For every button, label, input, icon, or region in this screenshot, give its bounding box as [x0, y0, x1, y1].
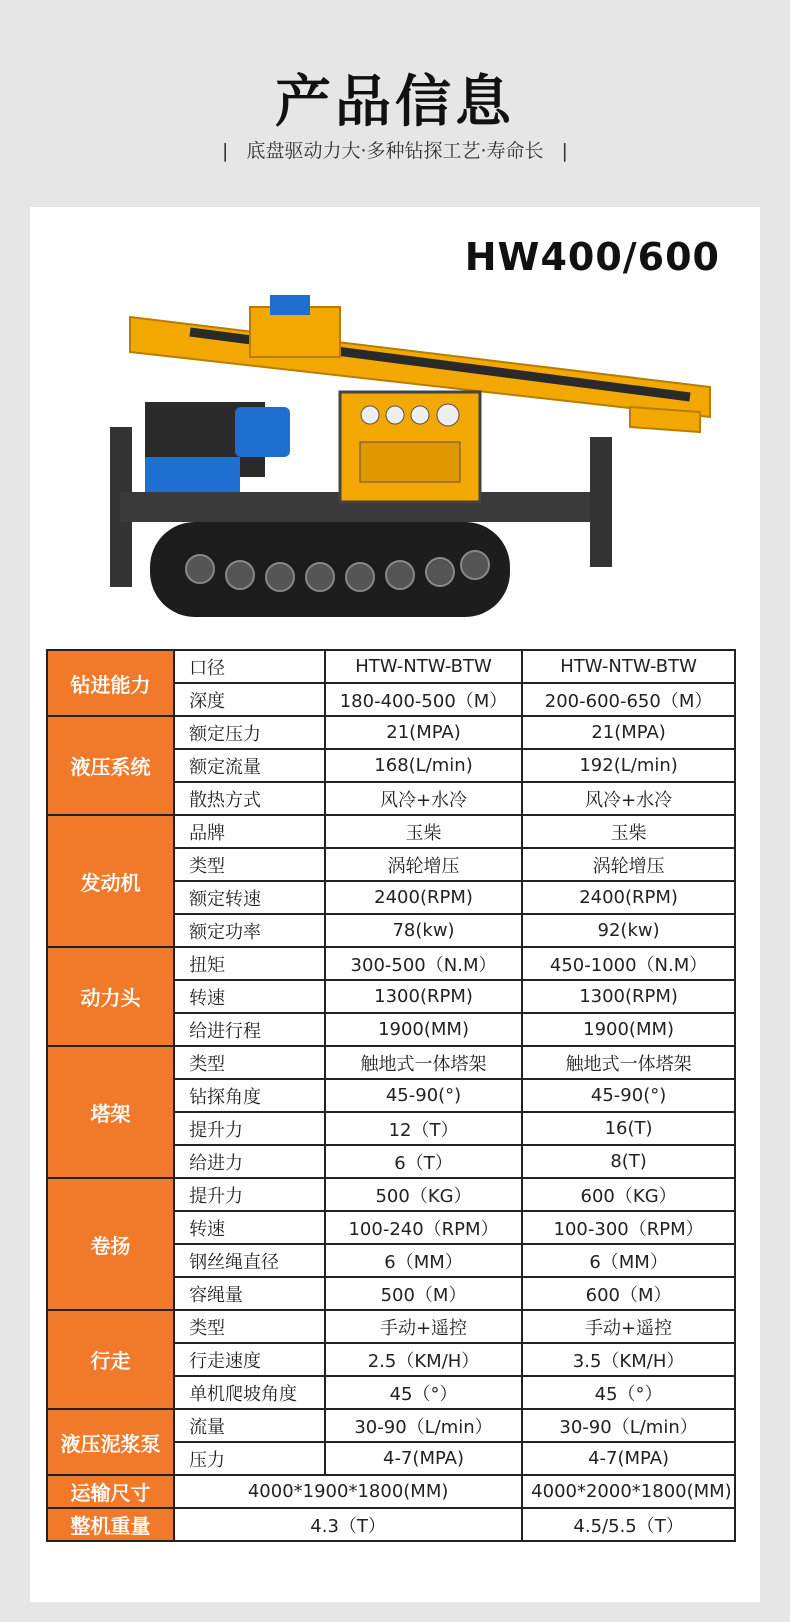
- spec-value-model-1: 30-90（L/min）: [325, 1409, 522, 1442]
- spec-category: 卷扬: [47, 1178, 174, 1310]
- spec-value-model-1: 风冷+水冷: [325, 782, 522, 815]
- spec-value-model-1: 45（°）: [325, 1376, 522, 1409]
- spec-value-model-1: 手动+遥控: [325, 1310, 522, 1343]
- spec-value-model-2: 手动+遥控: [522, 1310, 735, 1343]
- power-head-motor: [270, 295, 310, 315]
- spec-value-model-2: 30-90（L/min）: [522, 1409, 735, 1442]
- spec-attribute: 深度: [174, 683, 325, 716]
- page-header: [0, 0, 790, 205]
- spec-attribute: 类型: [174, 1310, 325, 1343]
- spec-attribute: 类型: [174, 848, 325, 881]
- spec-value-model-1: 12（T）: [325, 1112, 522, 1145]
- spec-attribute: 额定流量: [174, 749, 325, 782]
- spec-attribute: 给进行程: [174, 1013, 325, 1046]
- spec-value-model-2: 1300(RPM): [522, 980, 735, 1013]
- spec-value-model-1: 45-90(°): [325, 1079, 522, 1112]
- table-row: [47, 716, 735, 749]
- spec-value-model-1: 1900(MM): [325, 1013, 522, 1046]
- spec-attribute: 提升力: [174, 1178, 325, 1211]
- spec-attribute: 提升力: [174, 1112, 325, 1145]
- spec-value-model-2: 2400(RPM): [522, 881, 735, 914]
- spec-attribute: 钢丝绳直径: [174, 1244, 325, 1277]
- spec-value-model-1: 1300(RPM): [325, 980, 522, 1013]
- spec-value-model-1: 4000*1900*1800(MM): [174, 1475, 522, 1508]
- spec-attribute: 压力: [174, 1442, 325, 1475]
- spec-value-model-2: 45-90(°): [522, 1079, 735, 1112]
- spec-category: 动力头: [47, 947, 174, 1046]
- spec-value-model-2: 6（MM）: [522, 1244, 735, 1277]
- table-row: [47, 1508, 735, 1541]
- table-row: [47, 1310, 735, 1343]
- table-row: [47, 1178, 735, 1211]
- spec-value-model-1: 21(MPA): [325, 716, 522, 749]
- spec-attribute: 品牌: [174, 815, 325, 848]
- spec-value-model-1: 2400(RPM): [325, 881, 522, 914]
- spec-value-model-2: 600（M）: [522, 1277, 735, 1310]
- spec-value-model-2: HTW-NTW-BTW: [522, 650, 735, 683]
- spec-value-model-2: 16(T): [522, 1112, 735, 1145]
- spec-value-model-1: 触地式一体塔架: [325, 1046, 522, 1079]
- table-row: [47, 1409, 735, 1442]
- spec-attribute: 钻探角度: [174, 1079, 325, 1112]
- spec-attribute: 单机爬坡角度: [174, 1376, 325, 1409]
- spec-attribute: 给进力: [174, 1145, 325, 1178]
- spec-value-model-1: 6（T）: [325, 1145, 522, 1178]
- operator-seat: [235, 407, 290, 457]
- spec-value-model-1: 300-500（N.M）: [325, 947, 522, 980]
- spec-value-model-1: 180-400-500（M）: [325, 683, 522, 716]
- spec-category: 发动机: [47, 815, 174, 947]
- spec-category: 运输尺寸: [47, 1475, 174, 1508]
- spec-value-model-2: 3.5（KM/H）: [522, 1343, 735, 1376]
- spec-value-model-2: 450-1000（N.M）: [522, 947, 735, 980]
- spec-value-model-2: 8(T): [522, 1145, 735, 1178]
- spec-value-model-2: 92(kw): [522, 914, 735, 947]
- spec-value-model-1: 玉柴: [325, 815, 522, 848]
- spec-attribute: 扭矩: [174, 947, 325, 980]
- page-subtitle: [0, 136, 790, 163]
- spec-value-model-2: 21(MPA): [522, 716, 735, 749]
- spec-attribute: 流量: [174, 1409, 325, 1442]
- table-row: [47, 1475, 735, 1508]
- spec-attribute: 额定转速: [174, 881, 325, 914]
- spec-attribute: 口径: [174, 650, 325, 683]
- spec-value-model-1: 2.5（KM/H）: [325, 1343, 522, 1376]
- spec-value-model-2: 100-300（RPM）: [522, 1211, 735, 1244]
- spec-value-model-2: 600（KG）: [522, 1178, 735, 1211]
- spec-value-model-2: 45（°）: [522, 1376, 735, 1409]
- product-card: [30, 207, 760, 1602]
- gauge-4: [437, 404, 459, 426]
- spec-table: [46, 649, 736, 1542]
- mast-foot: [630, 407, 700, 432]
- spec-value-model-1: 168(L/min): [325, 749, 522, 782]
- spec-category: 整机重量: [47, 1508, 174, 1541]
- subtitle-separator-left: |: [222, 140, 229, 162]
- spec-value-model-2: 玉柴: [522, 815, 735, 848]
- table-row: [47, 947, 735, 980]
- spec-attribute: 额定压力: [174, 716, 325, 749]
- page-title: 产品信息: [275, 70, 515, 135]
- spec-category: 塔架: [47, 1046, 174, 1178]
- drilling-rig-illustration: [70, 257, 730, 677]
- spec-value-model-1: 4.3（T）: [174, 1508, 522, 1541]
- spec-value-model-2: 192(L/min): [522, 749, 735, 782]
- spec-attribute: 额定功率: [174, 914, 325, 947]
- spec-value-model-1: 100-240（RPM）: [325, 1211, 522, 1244]
- spec-value-model-1: 500（KG）: [325, 1178, 522, 1211]
- spec-category: 液压系统: [47, 716, 174, 815]
- spec-attribute: 转速: [174, 980, 325, 1013]
- spec-attribute: 行走速度: [174, 1343, 325, 1376]
- spec-value-model-2: 4000*2000*1800(MM): [522, 1475, 735, 1508]
- spec-attribute: 容绳量: [174, 1277, 325, 1310]
- front-leg: [590, 437, 612, 567]
- gauge-3: [411, 406, 429, 424]
- spec-value-model-2: 4.5/5.5（T）: [522, 1508, 735, 1541]
- hydraulic-tank: [145, 457, 240, 492]
- spec-attribute: 类型: [174, 1046, 325, 1079]
- gauge-2: [386, 406, 404, 424]
- spec-value-model-2: 风冷+水冷: [522, 782, 735, 815]
- spec-category: 液压泥浆泵: [47, 1409, 174, 1475]
- table-row: [47, 815, 735, 848]
- spec-value-model-2: 触地式一体塔架: [522, 1046, 735, 1079]
- subtitle-separator-right: |: [561, 140, 568, 162]
- spec-value-model-1: 4-7(MPA): [325, 1442, 522, 1475]
- spec-category: 钻进能力: [47, 650, 174, 716]
- spec-value-model-2: 涡轮增压: [522, 848, 735, 881]
- spec-category: 行走: [47, 1310, 174, 1409]
- spec-value-model-1: 涡轮增压: [325, 848, 522, 881]
- spec-value-model-2: 200-600-650（M）: [522, 683, 735, 716]
- spec-value-model-1: 78(kw): [325, 914, 522, 947]
- spec-attribute: 转速: [174, 1211, 325, 1244]
- table-row: [47, 650, 735, 683]
- lever-bank: [360, 442, 460, 482]
- gauge-1: [361, 406, 379, 424]
- table-row: [47, 1046, 735, 1079]
- spec-value-model-1: 6（MM）: [325, 1244, 522, 1277]
- subtitle-text: 底盘驱动力大·多种钻探工艺·寿命长: [246, 140, 544, 162]
- model-name: HW400/600: [464, 235, 720, 279]
- spec-value-model-2: 1900(MM): [522, 1013, 735, 1046]
- spec-value-model-2: 4-7(MPA): [522, 1442, 735, 1475]
- spec-value-model-1: HTW-NTW-BTW: [325, 650, 522, 683]
- spec-attribute: 散热方式: [174, 782, 325, 815]
- spec-value-model-1: 500（M）: [325, 1277, 522, 1310]
